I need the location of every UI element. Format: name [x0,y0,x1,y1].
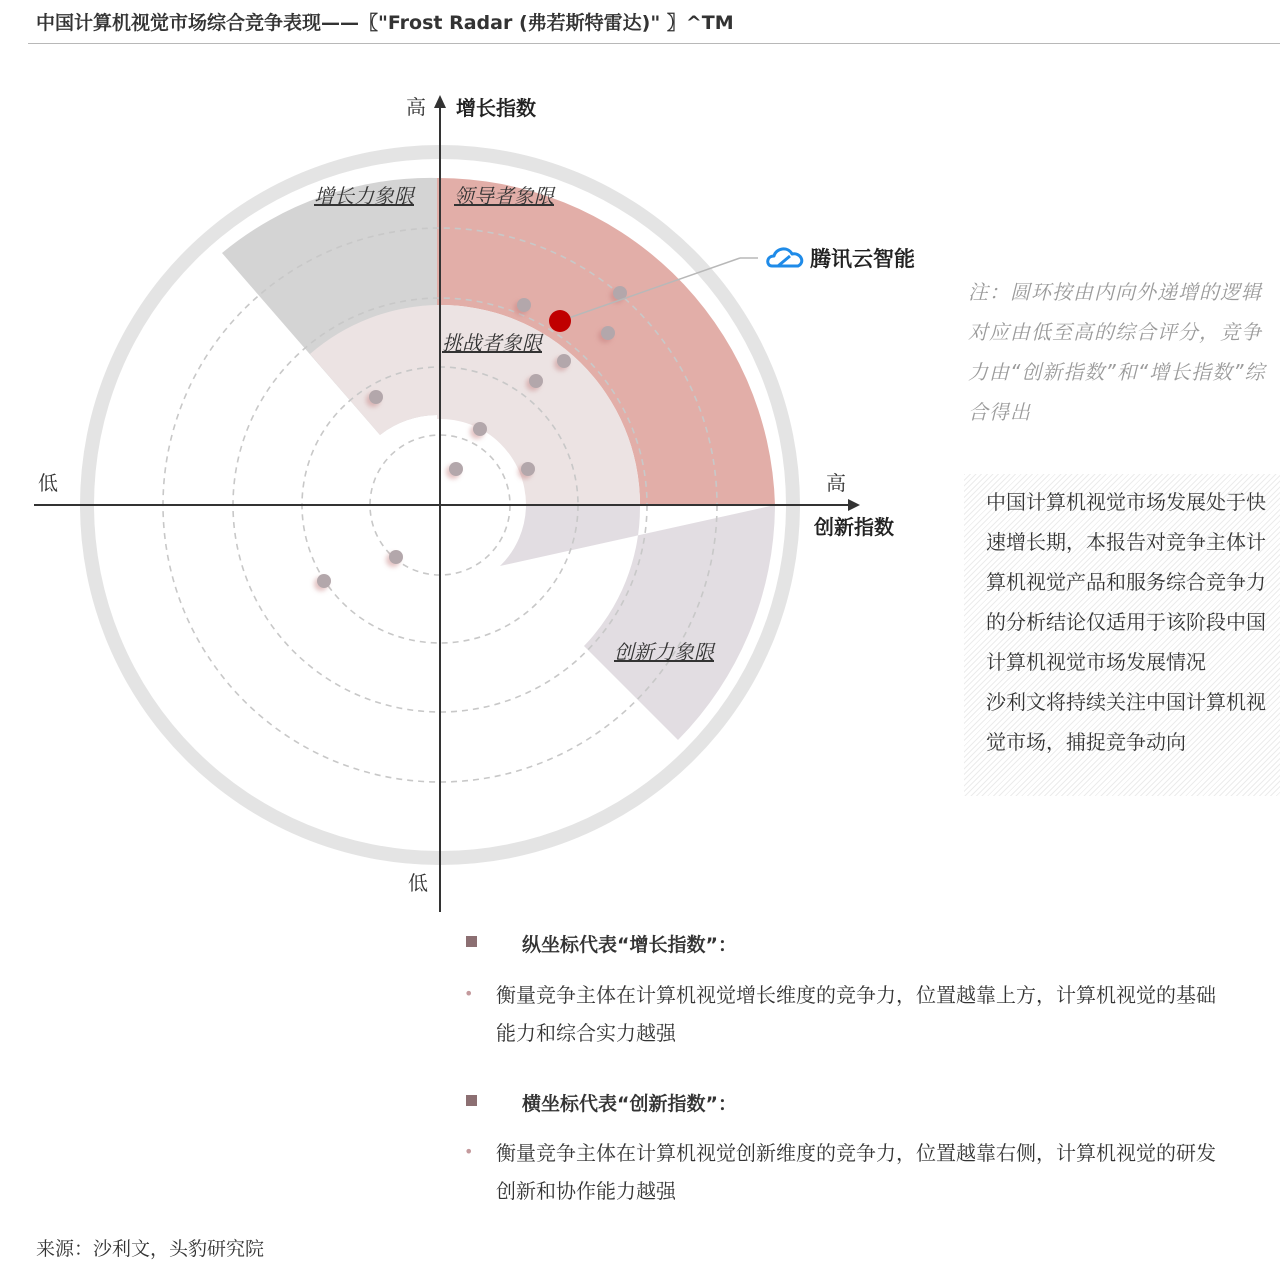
summary-paragraph: 沙利文将持续关注中国计算机视觉市场，捕捉竞争动向 [986,690,1266,754]
competitor-point [521,462,535,476]
innovation-quadrant-label: 创新力象限 [614,640,714,664]
competitor-point [557,354,571,368]
note-text: 注：圆环按由内向外递增的逻辑对应由低至高的综合评分，竞争力由“创新指数”和“增长指数”综合得出 [968,280,1266,424]
tencent-cloud-point [549,310,571,332]
x-axis-low-label: 低 [38,471,58,495]
growth-quadrant-label: 增长力象限 [314,184,414,208]
competitor-point [449,462,463,476]
x-axis-legend-heading: 横坐标代表“创新指数”： [522,1093,737,1115]
bullet-icon: • [464,1142,474,1161]
summary-paragraph: 中国计算机视觉市场发展处于快速增长期，本报告对竞争主体计算机视觉产品和服务综合竞争力的分析结论仅适用于该阶段中国计算机视觉市场发展情况 [986,490,1266,674]
y-axis-title: 增长指数 [456,96,536,120]
x-axis-title: 创新指数 [814,515,894,539]
competitor-point [601,326,615,340]
bullet-icon: • [464,984,474,1003]
title-divider [28,43,1280,44]
tencent-cloud-logo-icon [768,249,802,266]
x-axis-arrow-icon [848,499,860,511]
y-axis-legend-heading: 纵坐标代表“增长指数”： [522,934,737,956]
y-axis-high-label: 高 [406,95,426,119]
competitor-point [517,298,531,312]
challenger-quadrant-label: 挑战者象限 [442,331,542,355]
legend-square-icon [466,1095,477,1106]
legend-square-icon [466,936,477,947]
competitor-point [473,422,487,436]
competitor-point [389,550,403,564]
competitor-point [317,574,331,588]
x-axis-high-label: 高 [826,471,846,495]
y-axis-arrow-icon [434,95,446,108]
leader-quadrant-label: 领导者象限 [454,184,554,208]
frost-radar-chart [0,60,960,920]
tencent-cloud-label: 腾讯云智能 [810,247,915,271]
summary-text [986,482,1276,762]
source-note: 来源：沙利文，头豹研究院 [36,1238,265,1260]
competitor-point [529,374,543,388]
competitor-point [369,390,383,404]
y-axis-legend-body: 衡量竞争主体在计算机视觉增长维度的竞争力，位置越靠上方，计算机视觉的基础能力和综合实力越强 [496,983,1216,1045]
x-axis-legend-body: 衡量竞争主体在计算机视觉创新维度的竞争力，位置越靠右侧，计算机视觉的研发创新和协作能力越强 [496,1141,1216,1203]
page-title: 中国计算机视觉市场综合竞争表现——〖"Frost Radar (弗若斯特雷达)" 〗^TM [36,12,734,34]
y-axis-low-label: 低 [408,871,428,895]
